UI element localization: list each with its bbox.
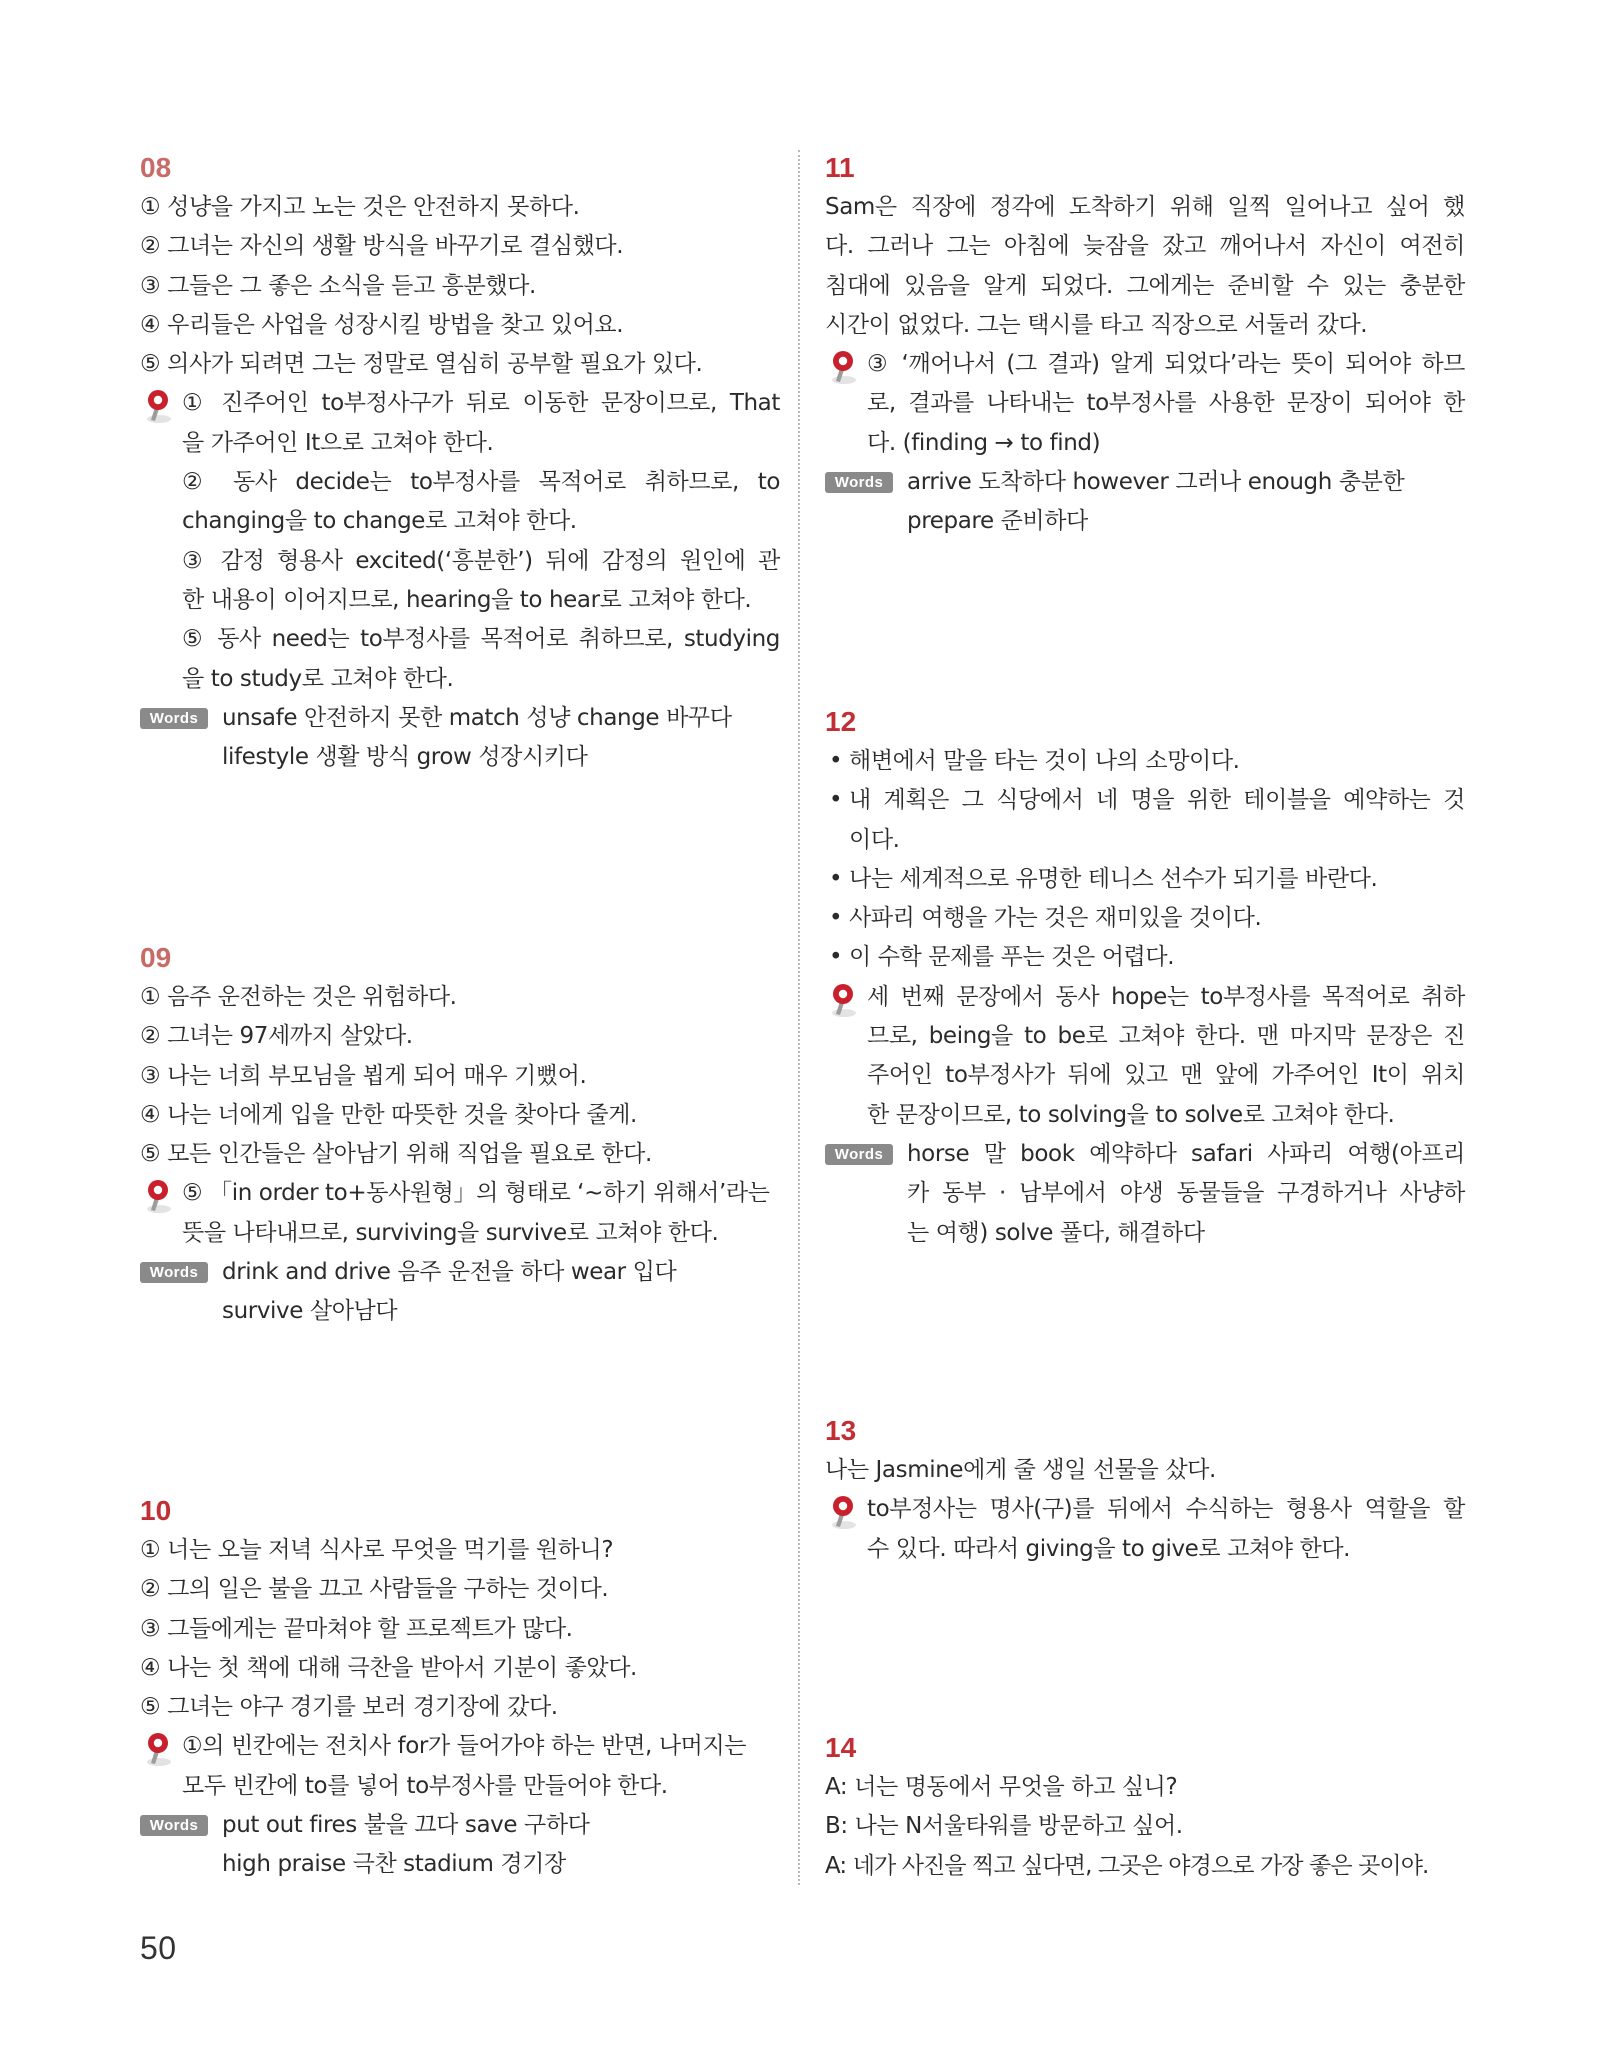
section-number: 14	[825, 1732, 857, 1763]
bullet-item	[825, 899, 1465, 938]
sentence: ③ 나는 너희 부모님을 뵙게 되어 매우 기뻤어.	[140, 1062, 587, 1089]
sentence: ④ 우리들은 사업을 성장시킬 방법을 찾고 있어요.	[140, 311, 624, 338]
explanation-block	[140, 384, 780, 698]
passage-line: Sam은 직장에 정각에 도착하기 위해 일찍 일어나고 싶어 했	[825, 194, 1465, 220]
bullet-text: 해변에서 말을 타는 것이 나의 소망이다.	[849, 748, 1240, 774]
explanation-line: 한 문장이므로, to solving을 to solve로 고쳐야 한다.	[867, 1101, 1395, 1128]
sentence: 나는 Jasmine에게 줄 생일 선물을 샀다.	[825, 1457, 1216, 1483]
key-point-icon	[825, 1494, 859, 1530]
section-number: 09	[140, 942, 172, 973]
words-badge: Words	[825, 472, 893, 493]
explanation-line: ⑤ 동사 need는 to부정사를 목적어로 취하므로, studying	[182, 626, 780, 653]
dialogue-line: B: 나는 N서울타워를 방문하고 싶어.	[825, 1813, 1183, 1840]
section-14	[825, 1728, 1465, 1886]
words-block	[140, 1253, 780, 1332]
explanation-line: ② 동사 decide는 to부정사를 목적어로 취하므로, to	[182, 469, 780, 496]
words-badge: Words	[825, 1144, 893, 1165]
explanation-line: 다. (finding → to find)	[867, 429, 1101, 456]
explanation-block	[140, 1727, 780, 1806]
section-10	[140, 1491, 780, 1885]
page-number: 50	[140, 1930, 177, 1966]
passage-line: 다. 그러나 그는 아침에 늦잠을 잤고 깨어나서 자신이 여전히	[825, 233, 1465, 260]
section-number: 11	[825, 152, 855, 183]
section-number: 08	[140, 152, 172, 183]
bullet-text: 이 수학 문제를 푸는 것은 어렵다.	[849, 944, 1175, 971]
sentence: ③ 그들에게는 끝마쳐야 할 프로젝트가 많다.	[140, 1615, 573, 1642]
sentence: ⑤ 모든 인간들은 살아남기 위해 직업을 필요로 한다.	[140, 1141, 652, 1168]
bullet-mark: •	[829, 944, 843, 971]
words-block	[825, 1135, 1465, 1253]
sentence: ② 그녀는 자신의 생활 방식을 바꾸기로 결심했다.	[140, 233, 624, 260]
bullet-item	[825, 860, 1465, 899]
explanation-line: ⑤ 「in order to+동사원형」의 형태로 ‘~하기 위해서’라는	[182, 1180, 770, 1207]
explanation-line: ①의 빈칸에는 전치사 for가 들어가야 하는 반면, 나머지는	[182, 1733, 747, 1760]
explanation-line: 모두 빈칸에 to를 넣어 to부정사를 만들어야 한다.	[182, 1772, 668, 1799]
explanation-block	[140, 1174, 780, 1253]
sentence: ④ 나는 너에게 입을 만한 따뜻한 것을 찾아다 줄게.	[140, 1101, 637, 1128]
bullet-text: 사파리 여행을 가는 것은 재미있을 것이다.	[849, 905, 1262, 932]
dialogue-line: A: 너는 명동에서 무엇을 하고 싶니?	[825, 1774, 1178, 1800]
passage-line: 침대에 있음을 알게 되었다. 그에게는 준비할 수 있는 충분한	[825, 272, 1465, 299]
explanation-line: 세 번째 문장에서 동사 hope는 to부정사를 목적어로 취하	[867, 983, 1465, 1010]
bullet-text: 이다.	[849, 826, 900, 853]
explanation-line: to부정사는 명사(구)를 뒤에서 수식하는 형용사 역할을 할	[867, 1496, 1465, 1523]
sentence: ① 음주 운전하는 것은 위험하다.	[140, 984, 457, 1010]
dialogue-line: A: 네가 사진을 찍고 싶다면, 그곳은 야경으로 가장 좋은 곳이야.	[825, 1852, 1429, 1879]
explanation-line: 을 가주어인 It으로 고쳐야 한다.	[182, 429, 494, 456]
sentence: ⑤ 의사가 되려면 그는 정말로 열심히 공부할 필요가 있다.	[140, 351, 703, 378]
words-line: 카 동부 · 남부에서 야생 동물들을 구경하거나 사냥하	[907, 1180, 1465, 1207]
words-line: 는 여행) solve 풀다, 해결하다	[907, 1219, 1205, 1246]
sentence: ⑤ 그녀는 야구 경기를 보러 경기장에 갔다.	[140, 1694, 558, 1721]
key-point-icon	[140, 1731, 174, 1767]
words-line: lifestyle 생활 방식 grow 성장시키다	[222, 744, 588, 771]
words-badge: Words	[140, 1815, 208, 1836]
words-block	[825, 463, 1465, 542]
explanation-line: 주어인 to부정사가 뒤에 있고 맨 앞에 가주어인 It이 위치	[867, 1062, 1465, 1089]
bullet-mark: •	[829, 748, 843, 774]
words-line: put out fires 불을 끄다 save 구하다	[222, 1812, 590, 1839]
words-block	[140, 1806, 780, 1885]
explanation-line: ③ ‘깨어나서 (그 결과) 알게 되었다’라는 뜻이 되어야 하므	[867, 351, 1465, 378]
bullet-mark: •	[829, 787, 843, 814]
explanation-line: 로, 결과를 나타내는 to부정사를 사용한 문장이 되어야 한	[867, 390, 1465, 417]
words-line: survive 살아남다	[222, 1298, 398, 1325]
words-line: high praise 극찬 stadium 경기장	[222, 1851, 566, 1878]
words-badge: Words	[140, 1262, 208, 1283]
words-block	[140, 699, 780, 778]
sentence: ② 그녀는 97세까지 살았다.	[140, 1023, 413, 1050]
section-09	[140, 938, 780, 1332]
bullet-mark: •	[829, 865, 843, 892]
bullet-text: 내 계획은 그 식당에서 네 명을 위한 테이블을 예약하는 것	[849, 787, 1465, 814]
words-line: horse 말 book 예약하다 safari 사파리 여행(아프리	[907, 1140, 1465, 1167]
bullet-text: 나는 세계적으로 유명한 테니스 선수가 되기를 바란다.	[849, 865, 1378, 892]
sentence: ④ 나는 첫 책에 대해 극찬을 받아서 기분이 좋았다.	[140, 1654, 637, 1681]
section-13	[825, 1411, 1465, 1569]
section-number: 10	[140, 1495, 172, 1526]
bullet-item	[825, 781, 1465, 860]
words-badge: Words	[140, 708, 208, 729]
explanation-line: 한 내용이 이어지므로, hearing을 to hear로 고쳐야 한다.	[182, 586, 752, 613]
explanation-line: 수 있다. 따라서 giving을 to give로 고쳐야 한다.	[867, 1535, 1351, 1562]
bullet-mark: •	[829, 905, 843, 932]
sentence: ① 너는 오늘 저녁 식사로 무엇을 먹기를 원하니?	[140, 1537, 614, 1563]
words-line: unsafe 안전하지 못한 match 성냥 change 바꾸다	[222, 704, 732, 731]
explanation-line: ③ 감정 형용사 excited(‘흥분한’) 뒤에 감정의 원인에 관	[182, 547, 780, 574]
section-11	[825, 148, 1465, 542]
section-08	[140, 148, 780, 777]
sentence: ① 성냥을 가지고 노는 것은 안전하지 못하다.	[140, 194, 580, 220]
bullet-item	[825, 742, 1465, 781]
sentence: ② 그의 일은 불을 끄고 사람들을 구하는 것이다.	[140, 1576, 609, 1603]
key-point-icon	[140, 388, 174, 424]
explanation-line: 므로, being을 to be로 고쳐야 한다. 맨 마지막 문장은 진	[867, 1023, 1465, 1050]
passage-line: 시간이 없었다. 그는 택시를 타고 직장으로 서둘러 갔다.	[825, 311, 1368, 338]
explanation-line: changing을 to change로 고쳐야 한다.	[182, 508, 577, 535]
explanation-block	[825, 345, 1465, 463]
words-line: arrive 도착하다 however 그러나 enough 충분한	[907, 469, 1405, 496]
section-number: 12	[825, 706, 857, 737]
sentence: ③ 그들은 그 좋은 소식을 듣고 흥분했다.	[140, 272, 536, 299]
explanation-line: 뜻을 나타내므로, surviving을 survive로 고쳐야 한다.	[182, 1219, 719, 1246]
explanation-line: 을 to study로 고쳐야 한다.	[182, 665, 454, 692]
section-12	[825, 702, 1465, 1253]
explanation-line: ① 진주어인 to부정사구가 뒤로 이동한 문장이므로, That	[182, 390, 780, 417]
column-divider	[798, 150, 800, 1885]
explanation-block	[825, 1490, 1465, 1569]
words-line: drink and drive 음주 운전을 하다 wear 입다	[222, 1259, 677, 1286]
bullet-item	[825, 938, 1465, 977]
key-point-icon	[825, 982, 859, 1018]
key-point-icon	[825, 349, 859, 385]
explanation-block	[825, 978, 1465, 1135]
words-line: prepare 준비하다	[907, 508, 1088, 535]
key-point-icon	[140, 1178, 174, 1214]
section-number: 13	[825, 1415, 857, 1446]
